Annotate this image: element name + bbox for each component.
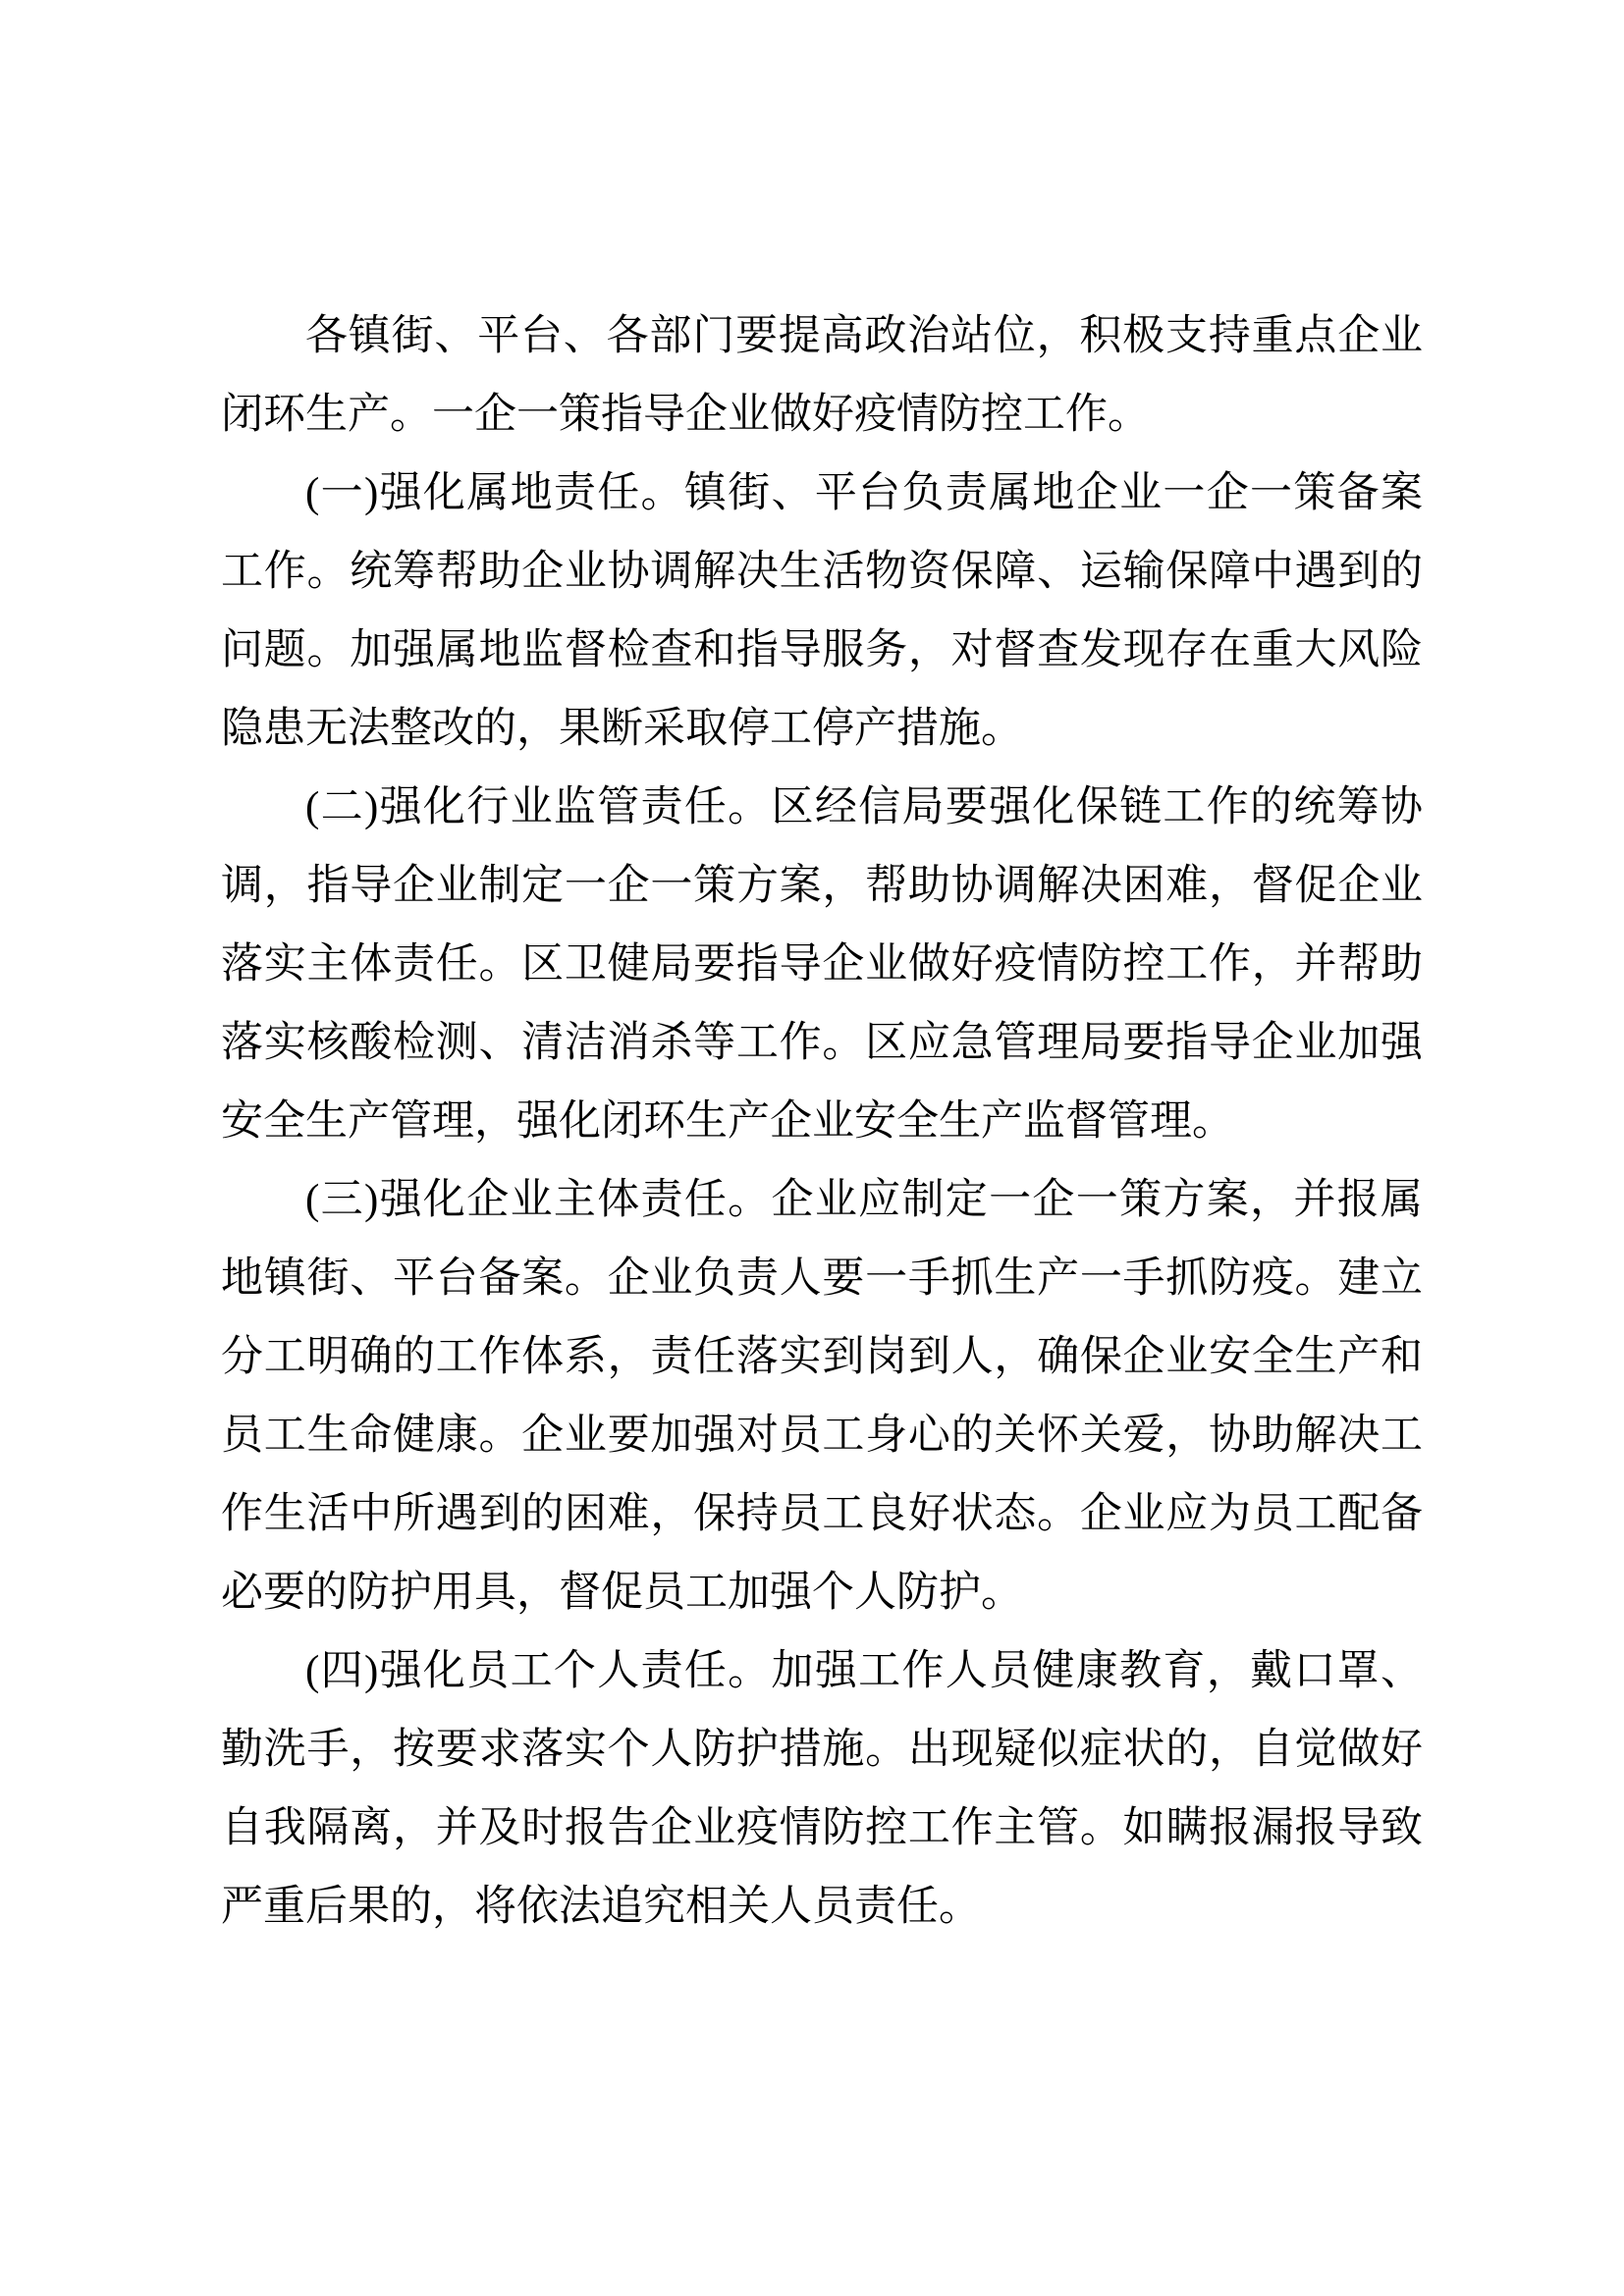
document-body bbox=[221, 297, 1423, 1947]
paragraph-enterprise-responsibility: (三)强化企业主体责任。企业应制定一企一策方案，并报属地镇街、平台备案。企业负责人要一手抓生产一手抓防疫。建立分工明确的工作体系，责任落实到岗到人，确保企业安全生产和员工生命健康。企业要加强对员工身心的关怀关爱，协助解决工作生活中所遇到的困难，保持员工良好状态。企业应为员工配备必要的防护用具，督促员工加强个人防护。 bbox=[221, 1177, 1423, 1616]
paragraph-territorial-responsibility: (一)强化属地责任。镇街、平台负责属地企业一企一策备案工作。统筹帮助企业协调解决生活物资保障、运输保障中遇到的问题。加强属地监督检查和指导服务，对督查发现存在重大风险隐患无法整改的，果断采取停工停产措施。 bbox=[221, 470, 1423, 752]
paragraph-industry-supervision-responsibility: (二)强化行业监管责任。区经信局要强化保链工作的统筹协调，指导企业制定一企一策方案，帮助协调解决困难，督促企业落实主体责任。区卫健局要指导企业做好疫情防控工作，并帮助落实核酸检测、清洁消杀等工作。区应急管理局要指导企业加强安全生产管理，强化闭环生产企业安全生产监督管理。 bbox=[221, 784, 1423, 1145]
paragraph-intro: 各镇街、平台、各部门要提高政治站位，积极支持重点企业闭环生产。一企一策指导企业做好疫情防控工作。 bbox=[221, 313, 1423, 438]
paragraph-employee-responsibility: (四)强化员工个人责任。加强工作人员健康教育，戴口罩、勤洗手，按要求落实个人防护措施。出现疑似症状的，自觉做好自我隔离，并及时报告企业疫情防控工作主管。如瞒报漏报导致严重后果的，将依法追究相关人员责任。 bbox=[221, 1648, 1423, 1930]
